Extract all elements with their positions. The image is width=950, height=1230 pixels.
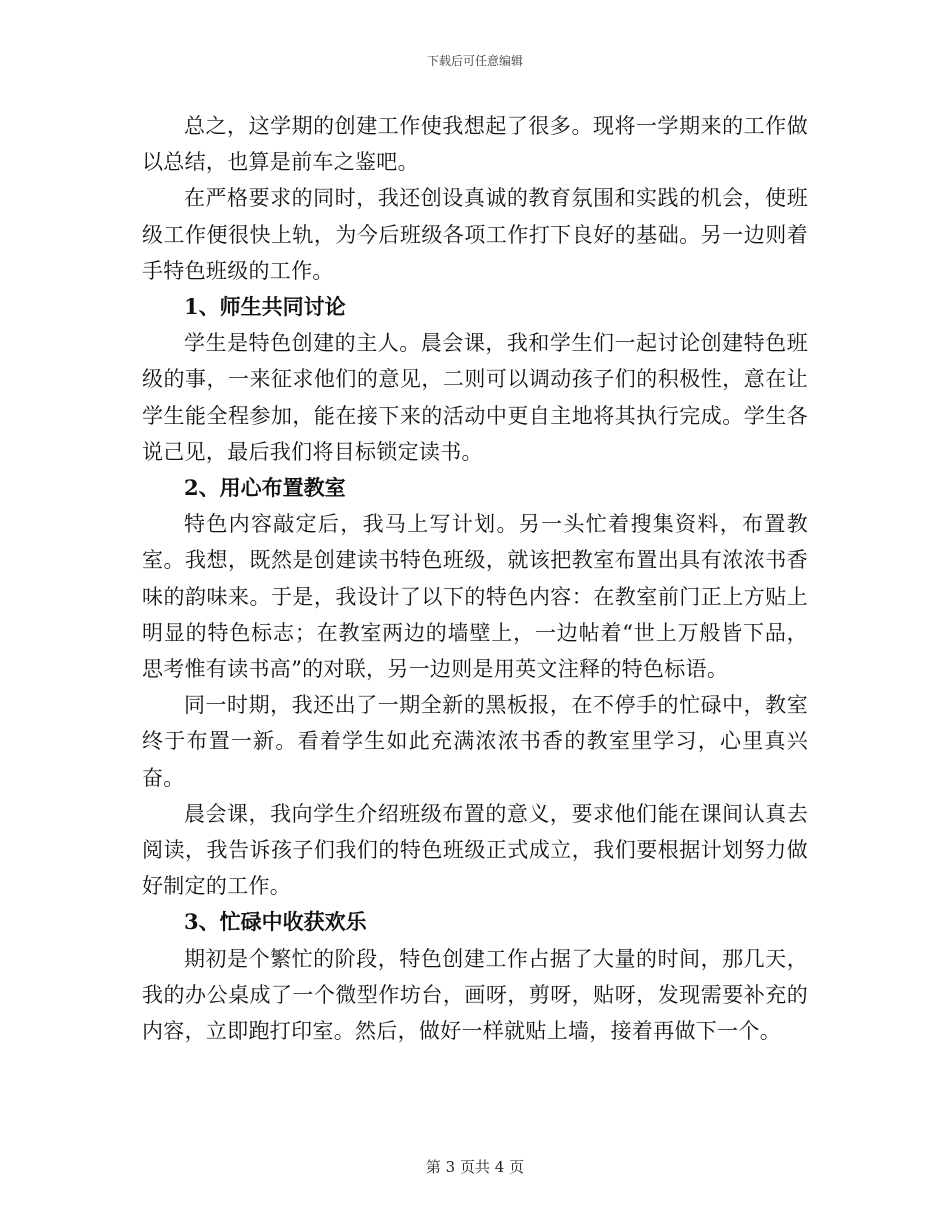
paragraph-blackboard: 同一时期，我还出了一期全新的黑板报，在不停手的忙碌中，教室终于布置一新。看着学生如此充满浓浓书香的教室里学习，心里真兴奋。 bbox=[142, 693, 808, 790]
paragraph-atmosphere: 在严格要求的同时，我还创设真诚的教育氛围和实践的机会，使班级工作便很快上轨，为今后班级各项工作打下良好的基础。另一边则着手特色班级的工作。 bbox=[142, 186, 808, 283]
page-header-note: 下载后可任意编辑 bbox=[426, 54, 523, 68]
paragraph-morning-meeting: 晨会课，我向学生介绍班级布置的意义，要求他们能在课间认真去阅读，我告诉孩子们我们的特色班级正式成立，我们要根据计划努力做好制定的工作。 bbox=[142, 801, 808, 899]
page-number: 第 3 页共 4 页 bbox=[425, 1158, 525, 1176]
paragraph-discussion: 学生是特色创建的主人。晨会课，我和学生们一起讨论创建特色班级的事，一来征求他们的意见，二则可以调动孩子们的积极性，意在让学生能全程参加，能在接下来的活动中更自主地将其执行完成。学生各说己见，最后我们将目标锁定读书。 bbox=[142, 331, 808, 464]
paragraph-busy-period: 期初是个繁忙的阶段，特色创建工作占据了大量的时间，那几天，我的办公桌成了一个微型作坊台，画呀，剪呀，贴呀，发现需要补充的内容，立即跑打印室。然后，做好一样就贴上墙，接着再做下一个。 bbox=[142, 946, 808, 1044]
document-body bbox=[142, 108, 808, 1049]
paragraph-summary: 总之，这学期的创建工作使我想起了很多。现将一学期来的工作做以总结，也算是前车之鉴吧。 bbox=[142, 114, 808, 175]
section-heading-classroom: 2、用心布置教室 bbox=[184, 475, 346, 501]
section-heading-discussion: 1、师生共同讨论 bbox=[184, 294, 346, 320]
paragraph-classroom-plan: 特色内容敲定后，我马上写计划。另一头忙着搜集资料，布置教室。我想，既然是创建读书特色班级，就该把教室布置出具有浓浓书香味的韵味来。于是，我设计了以下的特色内容：在教室前门正上方贴上明显的特色标志；在教室两边的墙壁上，一边帖着“世上万般皆下品，思考惟有读书高”的对联，另一边则是用英文注释的特色标语。 bbox=[142, 512, 808, 682]
section-heading-joy: 3、忙碌中收获欢乐 bbox=[184, 909, 367, 935]
